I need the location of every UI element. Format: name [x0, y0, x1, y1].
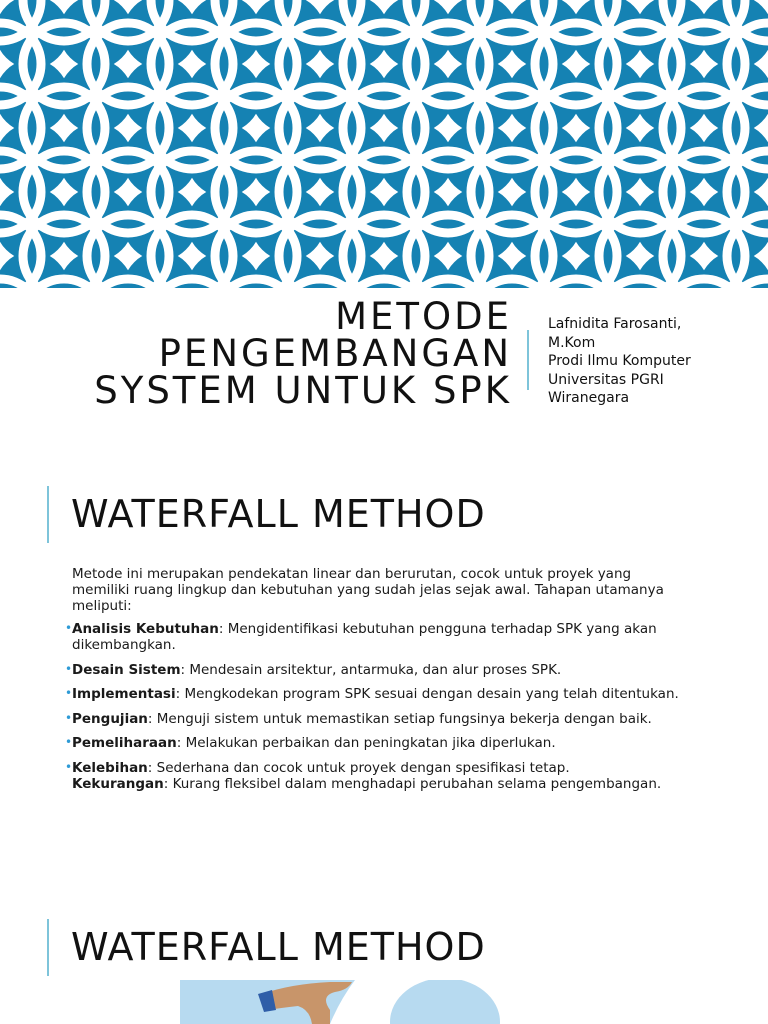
list-item: [65, 710, 682, 727]
author-line: Prodi Ilmu Komputer: [548, 353, 691, 369]
list-item-term: Implementasi: [72, 686, 176, 702]
bullet-icon: •: [65, 686, 73, 700]
list-item-term: Analisis Kebutuhan: [72, 621, 219, 637]
author-info: [548, 315, 758, 408]
list-item-text: : Sederhana dan cocok untuk proyek dengan spesifikasi tetap.: [147, 759, 570, 776]
author-line: Wiranegara: [548, 390, 630, 406]
bullet-icon: •: [65, 759, 73, 774]
section-accent-bar: [47, 486, 49, 543]
title-line: SYSTEM UNTUK SPK: [94, 369, 512, 412]
title-line: METODE: [335, 295, 512, 338]
list-item: [65, 621, 682, 653]
section-title: WATERFALL METHOD: [71, 492, 486, 536]
list-item: [65, 686, 682, 702]
list-item: [65, 735, 682, 751]
title-line: PENGEMBANGAN: [158, 332, 512, 375]
list-item-term: Kekurangan: [72, 775, 164, 792]
intro-paragraph: Metode ini merupakan pendekatan linear dan berurutan, cocok untuk proyek yang memiliki ruang lingkup dan kebutuhan yang sudah jelas sejak awal. Tahapan utamanya meliputi:: [72, 566, 664, 614]
list-item-text: : Mengidentifikasi kebutuhan pengguna terhadap SPK yang akan dikembangkan.: [72, 621, 657, 653]
interlocking-circles-pattern: [0, 0, 768, 288]
list-item-text: : Mengkodekan program SPK sesuai dengan desain yang telah ditentukan.: [175, 686, 679, 702]
author-line: Universitas PGRI: [548, 371, 664, 388]
bullet-icon: •: [65, 621, 73, 635]
waterfall-illustration: [180, 980, 520, 1024]
stage-list: [65, 621, 682, 800]
list-item-term: Kelebihan: [72, 759, 148, 776]
bullet-icon: •: [65, 661, 73, 676]
list-item-text: : Melakukan perbaikan dan peningkatan jika diperlukan.: [176, 735, 556, 751]
illustration-image: [180, 980, 520, 1024]
list-item-text: : Mendesain arsitektur, antarmuka, dan alur proses SPK.: [180, 661, 562, 678]
list-item-text: : Menguji sistem untuk memastikan setiap fungsinya bekerja dengan baik.: [147, 710, 652, 727]
author-line: Lafnidita Farosanti,: [548, 316, 682, 332]
list-item-term: Pemeliharaan: [72, 735, 177, 751]
author-line: M.Kom: [548, 334, 596, 351]
list-item-term: Desain Sistem: [72, 661, 181, 678]
presentation-title: [40, 295, 512, 412]
section-accent-bar: [47, 919, 49, 976]
bullet-icon: •: [65, 710, 73, 725]
list-item-term: Pengujian: [72, 710, 148, 727]
list-item: [65, 661, 682, 678]
title-divider: [527, 330, 529, 390]
bullet-icon: •: [65, 735, 73, 749]
section-title: WATERFALL METHOD: [71, 925, 486, 969]
pattern-banner: [0, 0, 768, 288]
list-item-text: : Kurang fleksibel dalam menghadapi perubahan selama pengembangan.: [163, 775, 662, 792]
list-item: [65, 759, 682, 792]
title-slide-text: [0, 288, 768, 418]
